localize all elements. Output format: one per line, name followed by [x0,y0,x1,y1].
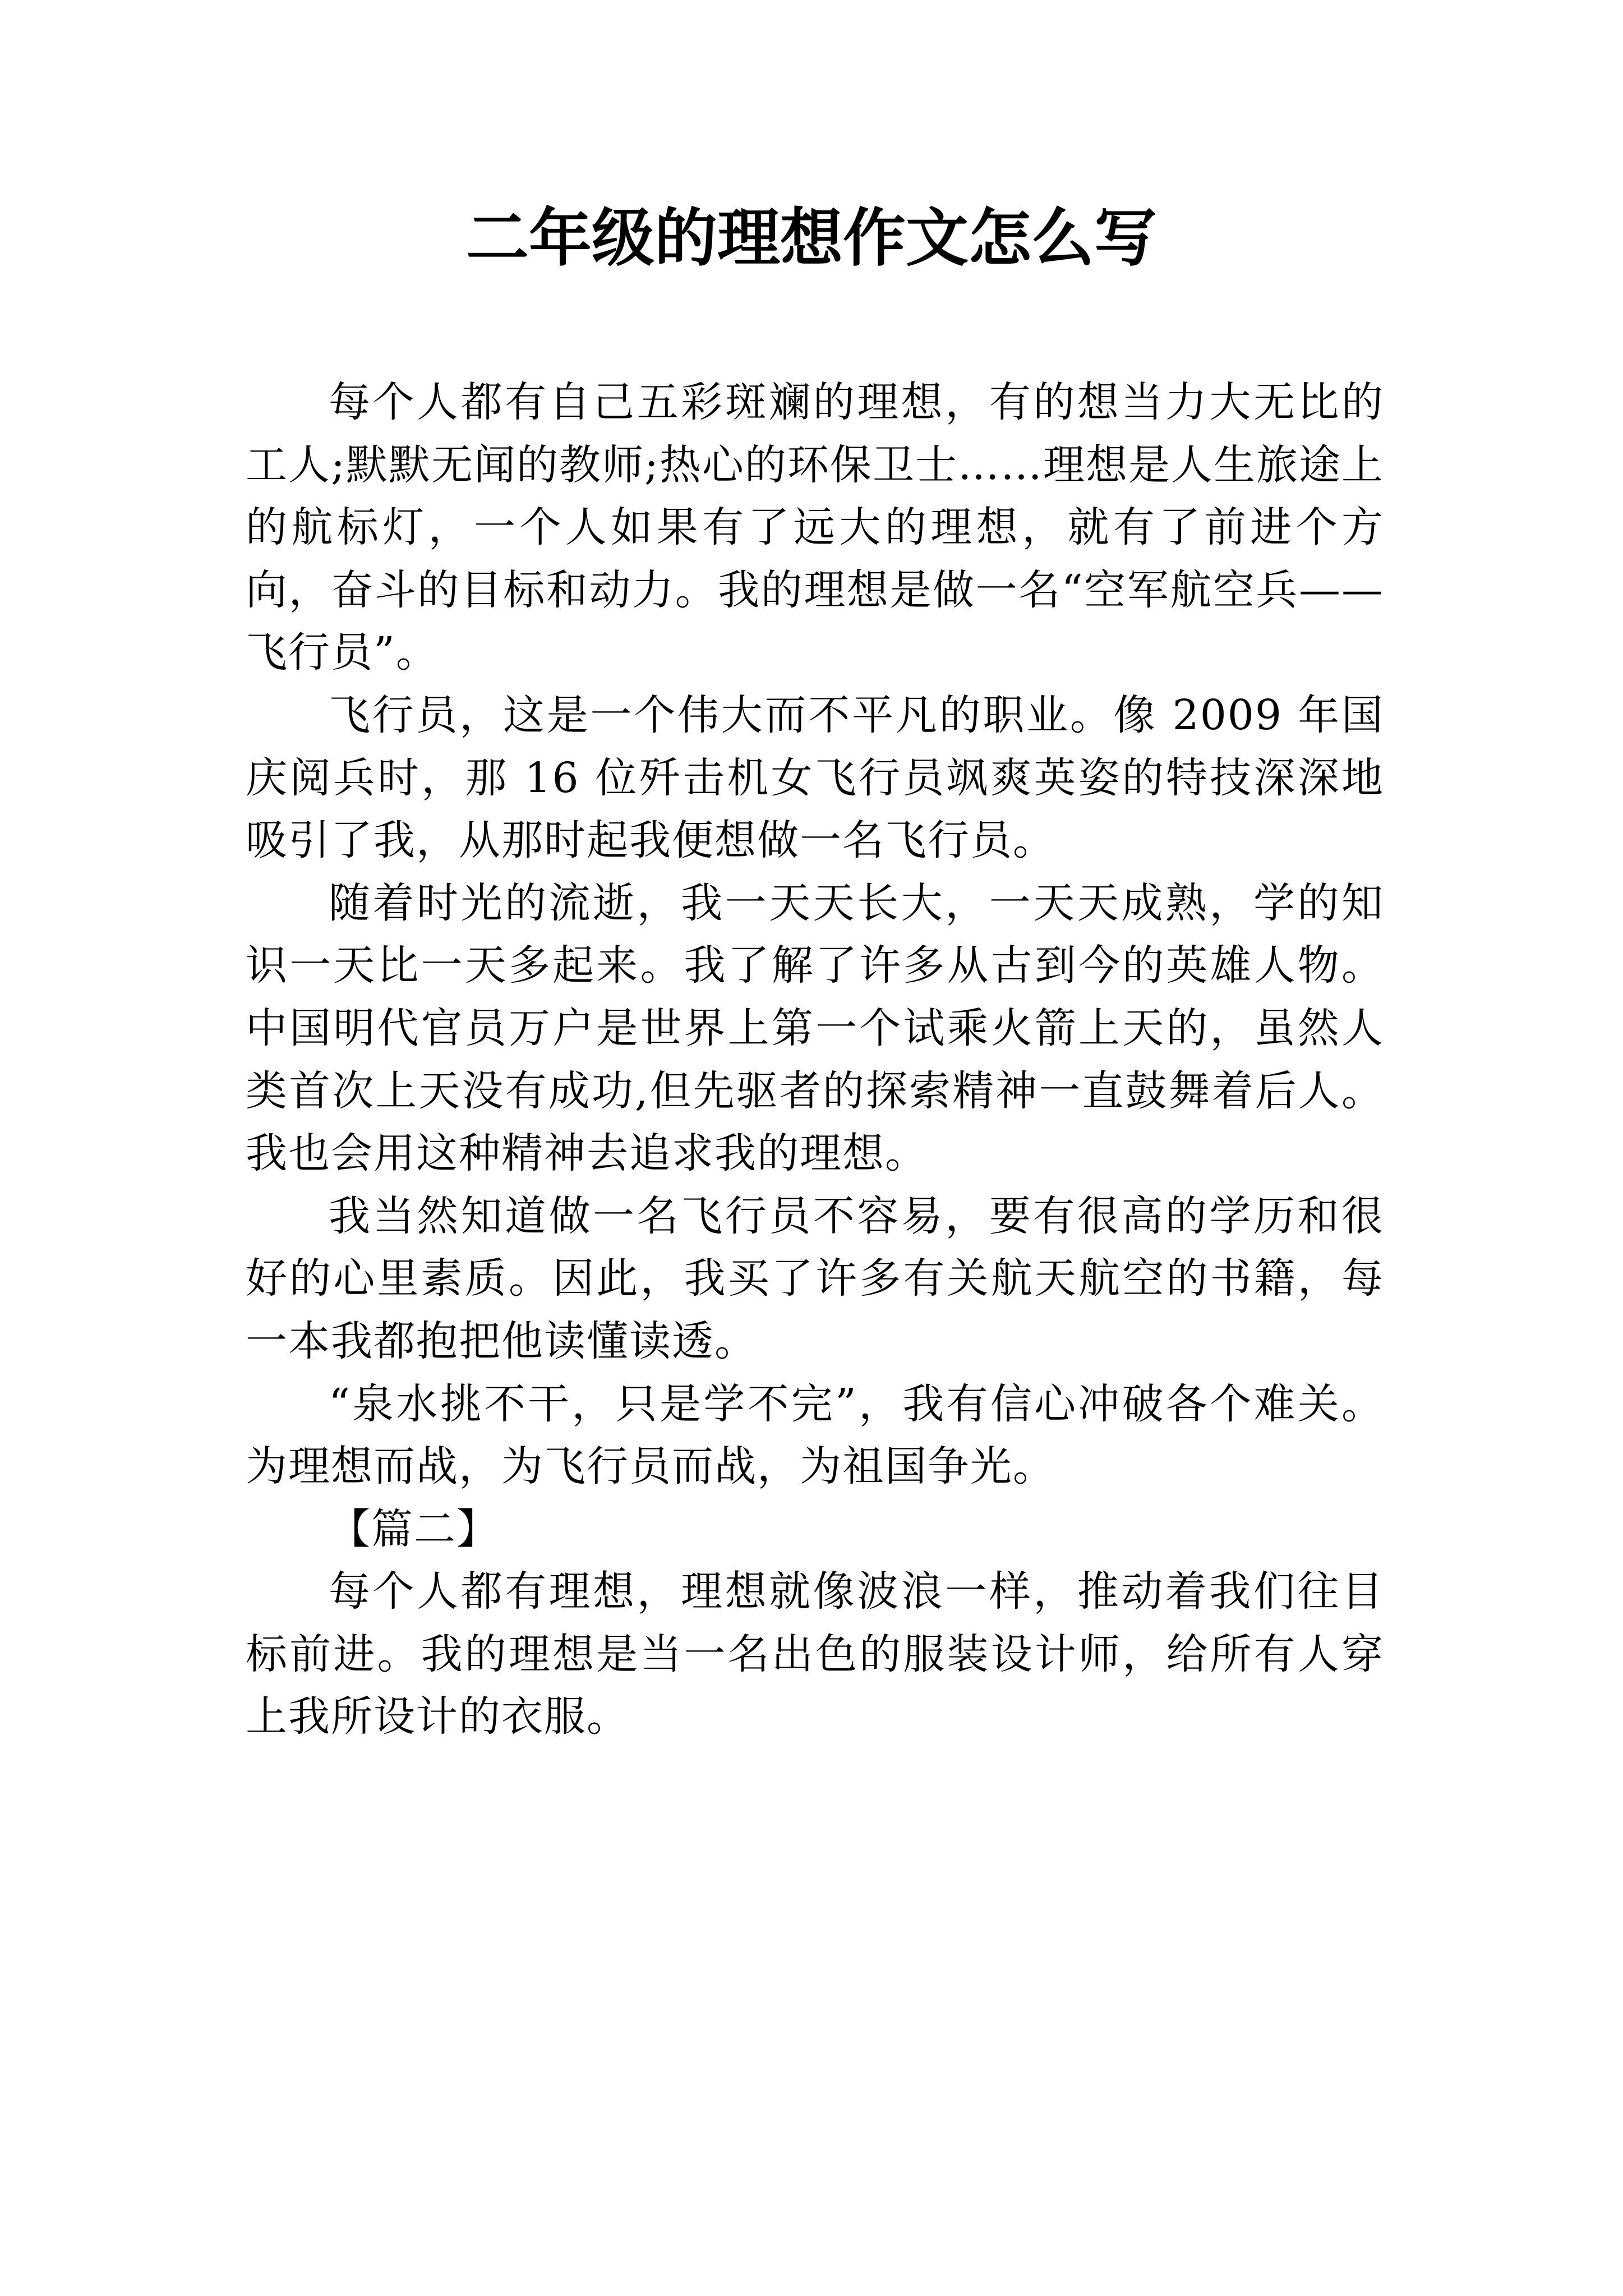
paragraph: “泉水挑不干，只是学不完”，我有信心冲破各个难关。为理想而战，为飞行员而战，为祖国争光。 [246,1379,1384,1491]
paragraph: 飞行员，这是一个伟大而不平凡的职业。像 2009 年国庆阅兵时，那 16 位歼击机女飞行员飒爽英姿的特技深深地吸引了我，从那时起我便想做一名飞行员。 [246,691,1384,865]
paragraph: 随着时光的流逝，我一天天长大，一天天成熟，学的知识一天比一天多起来。我了解了许多从古到今的英雄人物。中国明代官员万户是世界上第一个试乘火箭上天的，虽然人类首次上天没有成功,但先驱者的探索精神一直鼓舞着后人。我也会用这种精神去追求我的理想。 [246,878,1384,1178]
document-body [246,371,1384,1749]
paragraph: 每个人都有自己五彩斑斓的理想，有的想当力大无比的工人;默默无闻的教师;热心的环保卫士……理想是人生旅途上的航标灯，一个人如果有了远大的理想，就有了前进个方向，奋斗的目标和动力。我的理想是做一名“空军航空兵——飞行员”。 [246,378,1384,677]
document-title: 二年级的理想作文怎么写 [466,201,1157,275]
paragraph: 每个人都有理想，理想就像波浪一样，推动着我们往目标前进。我的理想是当一名出色的服装设计师，给所有人穿上我所设计的衣服。 [246,1567,1384,1741]
paragraph: 我当然知道做一名飞行员不容易，要有很高的学历和很好的心里素质。因此，我买了许多有关航天航空的书籍，每一本我都抱把他读懂读透。 [246,1191,1384,1365]
section-heading: 【篇二】 [329,1504,499,1553]
